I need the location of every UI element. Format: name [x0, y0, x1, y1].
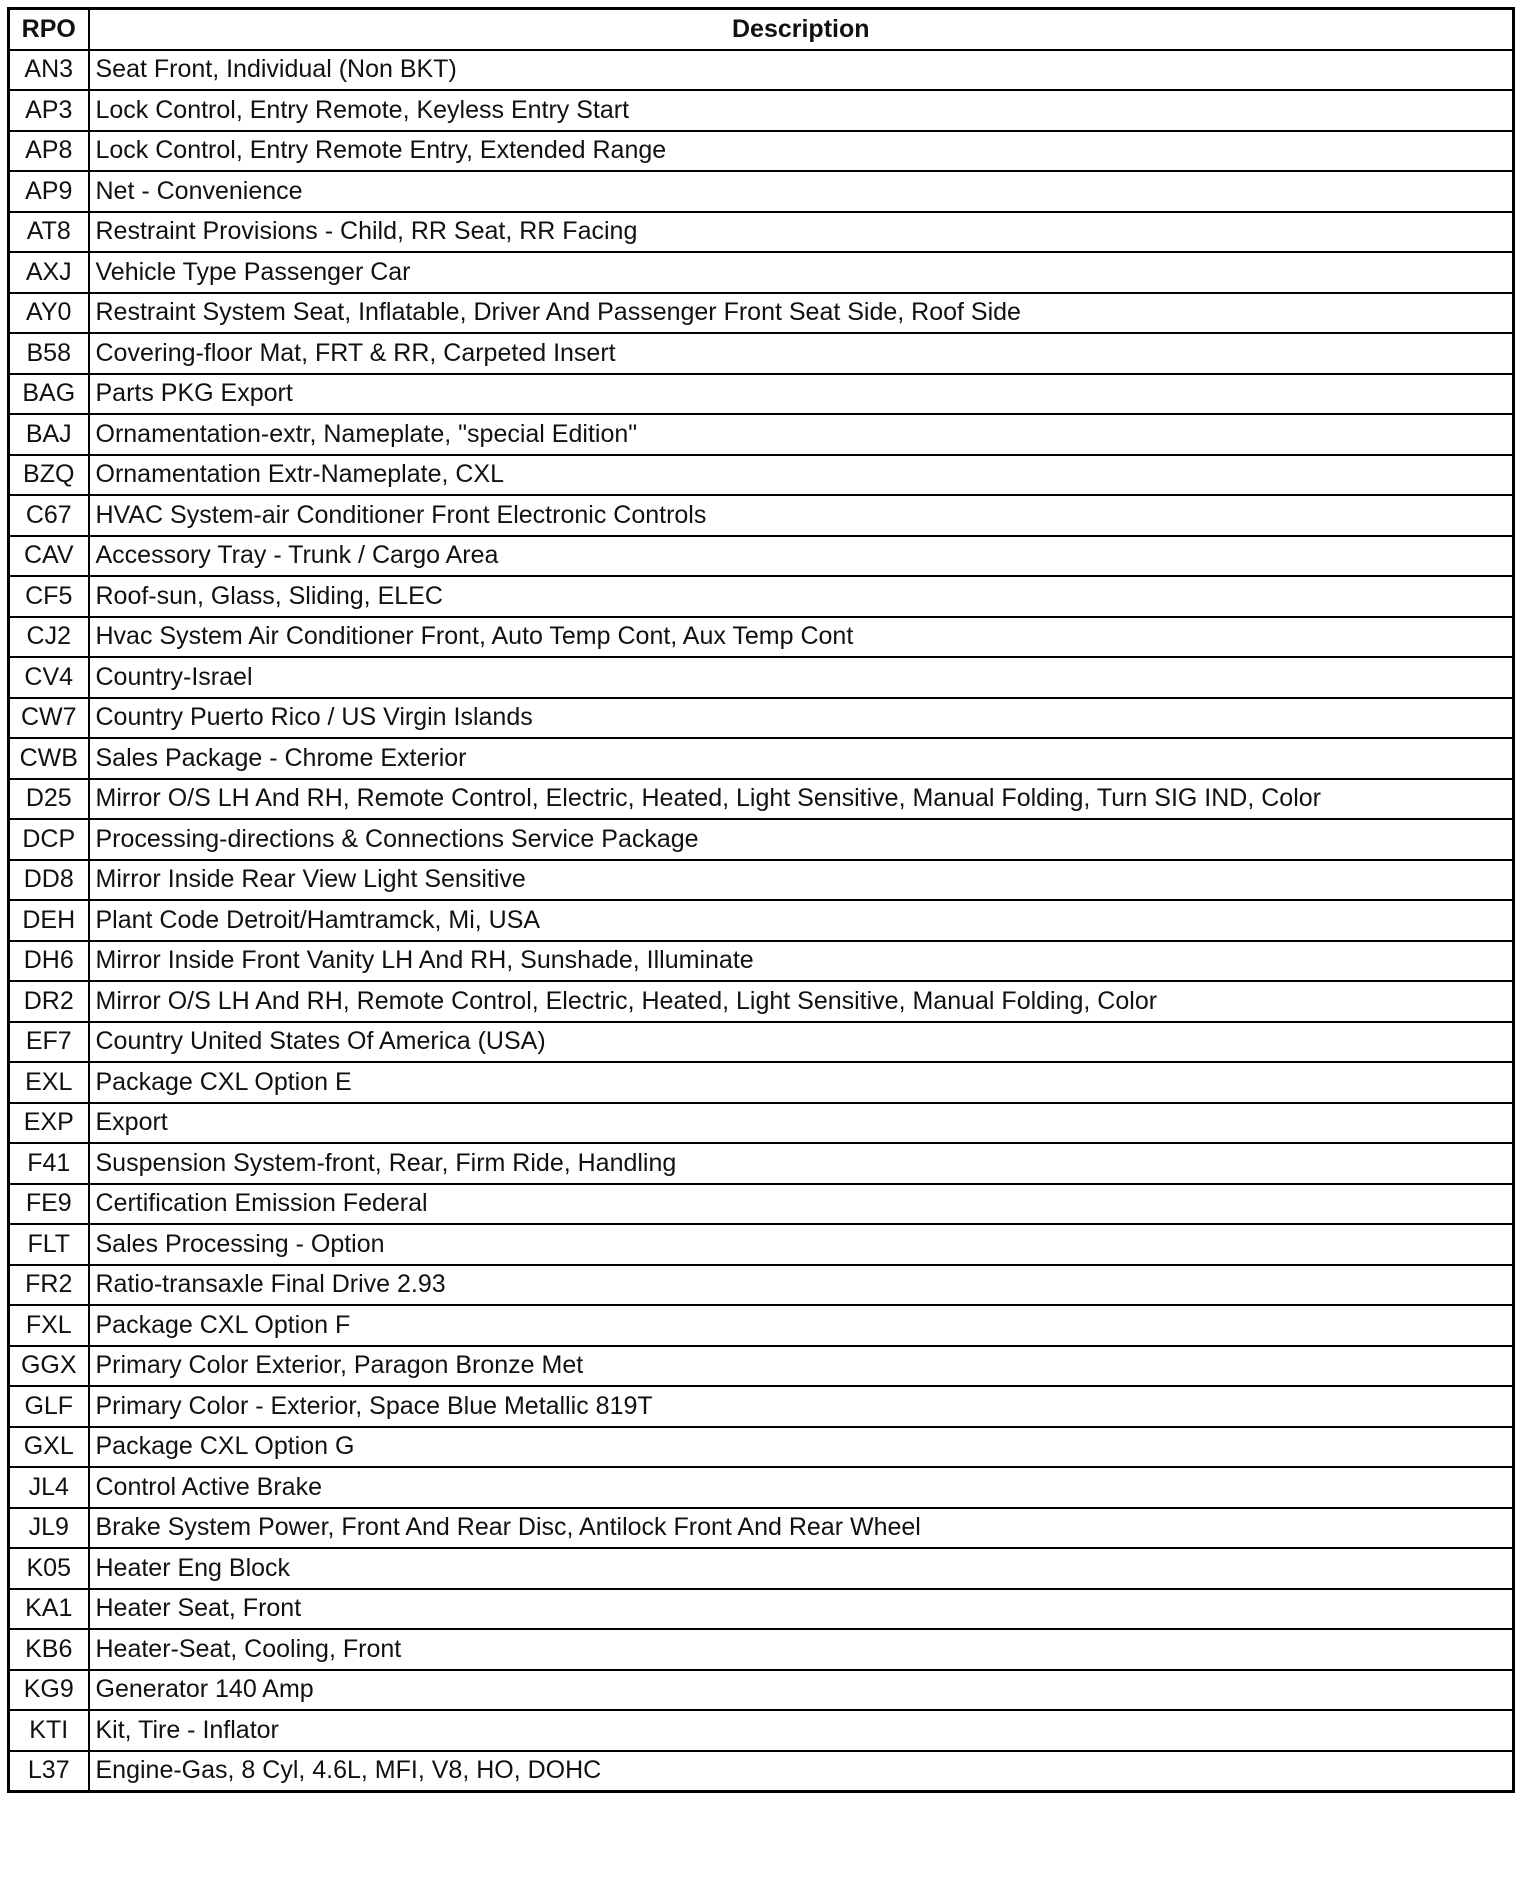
rpo-code-cell: CWB [9, 738, 89, 779]
table-row [9, 1427, 1514, 1468]
table-row [9, 1508, 1514, 1549]
description-cell: Country Puerto Rico / US Virgin Islands [89, 698, 1514, 739]
description-cell: Mirror Inside Front Vanity LH And RH, Sunshade, Illuminate [89, 941, 1514, 982]
table-row [9, 1386, 1514, 1427]
rpo-code-cell: AT8 [9, 212, 89, 253]
table-row [9, 576, 1514, 617]
table-row [9, 1629, 1514, 1670]
description-cell: Parts PKG Export [89, 374, 1514, 415]
table-row [9, 1346, 1514, 1387]
rpo-code-cell: KG9 [9, 1670, 89, 1711]
table-row [9, 860, 1514, 901]
rpo-code-cell: AP9 [9, 171, 89, 212]
table-row [9, 617, 1514, 658]
description-cell: Mirror Inside Rear View Light Sensitive [89, 860, 1514, 901]
table-row [9, 1062, 1514, 1103]
description-cell: Roof-sun, Glass, Sliding, ELEC [89, 576, 1514, 617]
description-cell: Primary Color - Exterior, Space Blue Metallic 819T [89, 1386, 1514, 1427]
table-row [9, 1710, 1514, 1751]
description-cell: Generator 140 Amp [89, 1670, 1514, 1711]
table-row [9, 90, 1514, 131]
description-cell: Restraint System Seat, Inflatable, Driver And Passenger Front Seat Side, Roof Side [89, 293, 1514, 334]
rpo-code-cell: D25 [9, 779, 89, 820]
column-header-description: Description [89, 9, 1514, 50]
rpo-code-cell: EXL [9, 1062, 89, 1103]
table-row [9, 293, 1514, 334]
table-row [9, 819, 1514, 860]
description-cell: Sales Processing - Option [89, 1224, 1514, 1265]
table-row [9, 1184, 1514, 1225]
header-row [9, 9, 1514, 50]
description-cell: Certification Emission Federal [89, 1184, 1514, 1225]
rpo-table [7, 7, 1515, 1793]
rpo-code-cell: K05 [9, 1548, 89, 1589]
column-header-rpo: RPO [9, 9, 89, 50]
description-cell: Sales Package - Chrome Exterior [89, 738, 1514, 779]
table-row [9, 333, 1514, 374]
description-cell: Primary Color Exterior, Paragon Bronze Met [89, 1346, 1514, 1387]
description-cell: Kit, Tire - Inflator [89, 1710, 1514, 1751]
table-row [9, 414, 1514, 455]
description-cell: Export [89, 1103, 1514, 1144]
rpo-code-cell: JL4 [9, 1467, 89, 1508]
table-row [9, 1022, 1514, 1063]
rpo-code-cell: AN3 [9, 50, 89, 91]
table-row [9, 1103, 1514, 1144]
description-cell: Ratio-transaxle Final Drive 2.93 [89, 1265, 1514, 1306]
rpo-code-cell: BAG [9, 374, 89, 415]
rpo-code-cell: CV4 [9, 657, 89, 698]
rpo-document [7, 7, 1512, 1871]
table-row [9, 941, 1514, 982]
rpo-code-cell: CW7 [9, 698, 89, 739]
table-row [9, 1143, 1514, 1184]
description-cell: Ornamentation Extr-Nameplate, CXL [89, 455, 1514, 496]
description-cell: Accessory Tray - Trunk / Cargo Area [89, 536, 1514, 577]
table-body [9, 50, 1514, 1792]
rpo-code-cell: FLT [9, 1224, 89, 1265]
rpo-code-cell: AP3 [9, 90, 89, 131]
table-row [9, 171, 1514, 212]
description-cell: Package CXL Option E [89, 1062, 1514, 1103]
rpo-code-cell: AXJ [9, 252, 89, 293]
rpo-code-cell: CJ2 [9, 617, 89, 658]
rpo-code-cell: F41 [9, 1143, 89, 1184]
table-row [9, 252, 1514, 293]
rpo-code-cell: GGX [9, 1346, 89, 1387]
table-row [9, 779, 1514, 820]
table-row [9, 657, 1514, 698]
table-row [9, 212, 1514, 253]
description-cell: Restraint Provisions - Child, RR Seat, RR Facing [89, 212, 1514, 253]
table-row [9, 738, 1514, 779]
description-cell: Lock Control, Entry Remote Entry, Extended Range [89, 131, 1514, 172]
rpo-code-cell: EF7 [9, 1022, 89, 1063]
rpo-code-cell: AY0 [9, 293, 89, 334]
description-cell: Processing-directions & Connections Service Package [89, 819, 1514, 860]
rpo-code-cell: FE9 [9, 1184, 89, 1225]
rpo-code-cell: BZQ [9, 455, 89, 496]
rpo-code-cell: KTI [9, 1710, 89, 1751]
table-header [9, 9, 1514, 50]
table-row [9, 1305, 1514, 1346]
description-cell: Suspension System-front, Rear, Firm Ride, Handling [89, 1143, 1514, 1184]
description-cell: Seat Front, Individual (Non BKT) [89, 50, 1514, 91]
table-row [9, 455, 1514, 496]
table-row [9, 495, 1514, 536]
rpo-code-cell: DCP [9, 819, 89, 860]
description-cell: Mirror O/S LH And RH, Remote Control, Electric, Heated, Light Sensitive, Manual Folding, Color [89, 981, 1514, 1022]
table-row [9, 1467, 1514, 1508]
rpo-code-cell: KA1 [9, 1589, 89, 1630]
description-cell: Engine-Gas, 8 Cyl, 4.6L, MFI, V8, HO, DOHC [89, 1751, 1514, 1792]
rpo-code-cell: CF5 [9, 576, 89, 617]
table-row [9, 1265, 1514, 1306]
table-row [9, 900, 1514, 941]
table-row [9, 981, 1514, 1022]
description-cell: Control Active Brake [89, 1467, 1514, 1508]
rpo-code-cell: AP8 [9, 131, 89, 172]
rpo-code-cell: BAJ [9, 414, 89, 455]
rpo-code-cell: KB6 [9, 1629, 89, 1670]
rpo-code-cell: JL9 [9, 1508, 89, 1549]
table-row [9, 1224, 1514, 1265]
rpo-code-cell: B58 [9, 333, 89, 374]
description-cell: Ornamentation-extr, Nameplate, "special Edition" [89, 414, 1514, 455]
description-cell: Country-Israel [89, 657, 1514, 698]
description-cell: Covering-floor Mat, FRT & RR, Carpeted Insert [89, 333, 1514, 374]
rpo-code-cell: EXP [9, 1103, 89, 1144]
table-row [9, 698, 1514, 739]
table-row [9, 1670, 1514, 1711]
table-row [9, 1548, 1514, 1589]
description-cell: Plant Code Detroit/Hamtramck, Mi, USA [89, 900, 1514, 941]
rpo-code-cell: GLF [9, 1386, 89, 1427]
description-cell: Hvac System Air Conditioner Front, Auto Temp Cont, Aux Temp Cont [89, 617, 1514, 658]
table-row [9, 374, 1514, 415]
rpo-code-cell: GXL [9, 1427, 89, 1468]
rpo-code-cell: FR2 [9, 1265, 89, 1306]
table-row [9, 1751, 1514, 1792]
table-row [9, 50, 1514, 91]
table-row [9, 1589, 1514, 1630]
description-cell: Mirror O/S LH And RH, Remote Control, Electric, Heated, Light Sensitive, Manual Folding, Turn SIG IND, Color [89, 779, 1514, 820]
rpo-code-cell: CAV [9, 536, 89, 577]
description-cell: Brake System Power, Front And Rear Disc, Antilock Front And Rear Wheel [89, 1508, 1514, 1549]
rpo-code-cell: C67 [9, 495, 89, 536]
description-cell: Heater-Seat, Cooling, Front [89, 1629, 1514, 1670]
rpo-code-cell: DEH [9, 900, 89, 941]
description-cell: Net - Convenience [89, 171, 1514, 212]
rpo-code-cell: DR2 [9, 981, 89, 1022]
description-cell: Heater Eng Block [89, 1548, 1514, 1589]
description-cell: Country United States Of America (USA) [89, 1022, 1514, 1063]
description-cell: Lock Control, Entry Remote, Keyless Entry Start [89, 90, 1514, 131]
description-cell: HVAC System-air Conditioner Front Electronic Controls [89, 495, 1514, 536]
rpo-code-cell: DH6 [9, 941, 89, 982]
description-cell: Vehicle Type Passenger Car [89, 252, 1514, 293]
rpo-code-cell: FXL [9, 1305, 89, 1346]
table-row [9, 536, 1514, 577]
rpo-code-cell: L37 [9, 1751, 89, 1792]
rpo-code-cell: DD8 [9, 860, 89, 901]
table-row [9, 131, 1514, 172]
description-cell: Package CXL Option G [89, 1427, 1514, 1468]
description-cell: Package CXL Option F [89, 1305, 1514, 1346]
description-cell: Heater Seat, Front [89, 1589, 1514, 1630]
